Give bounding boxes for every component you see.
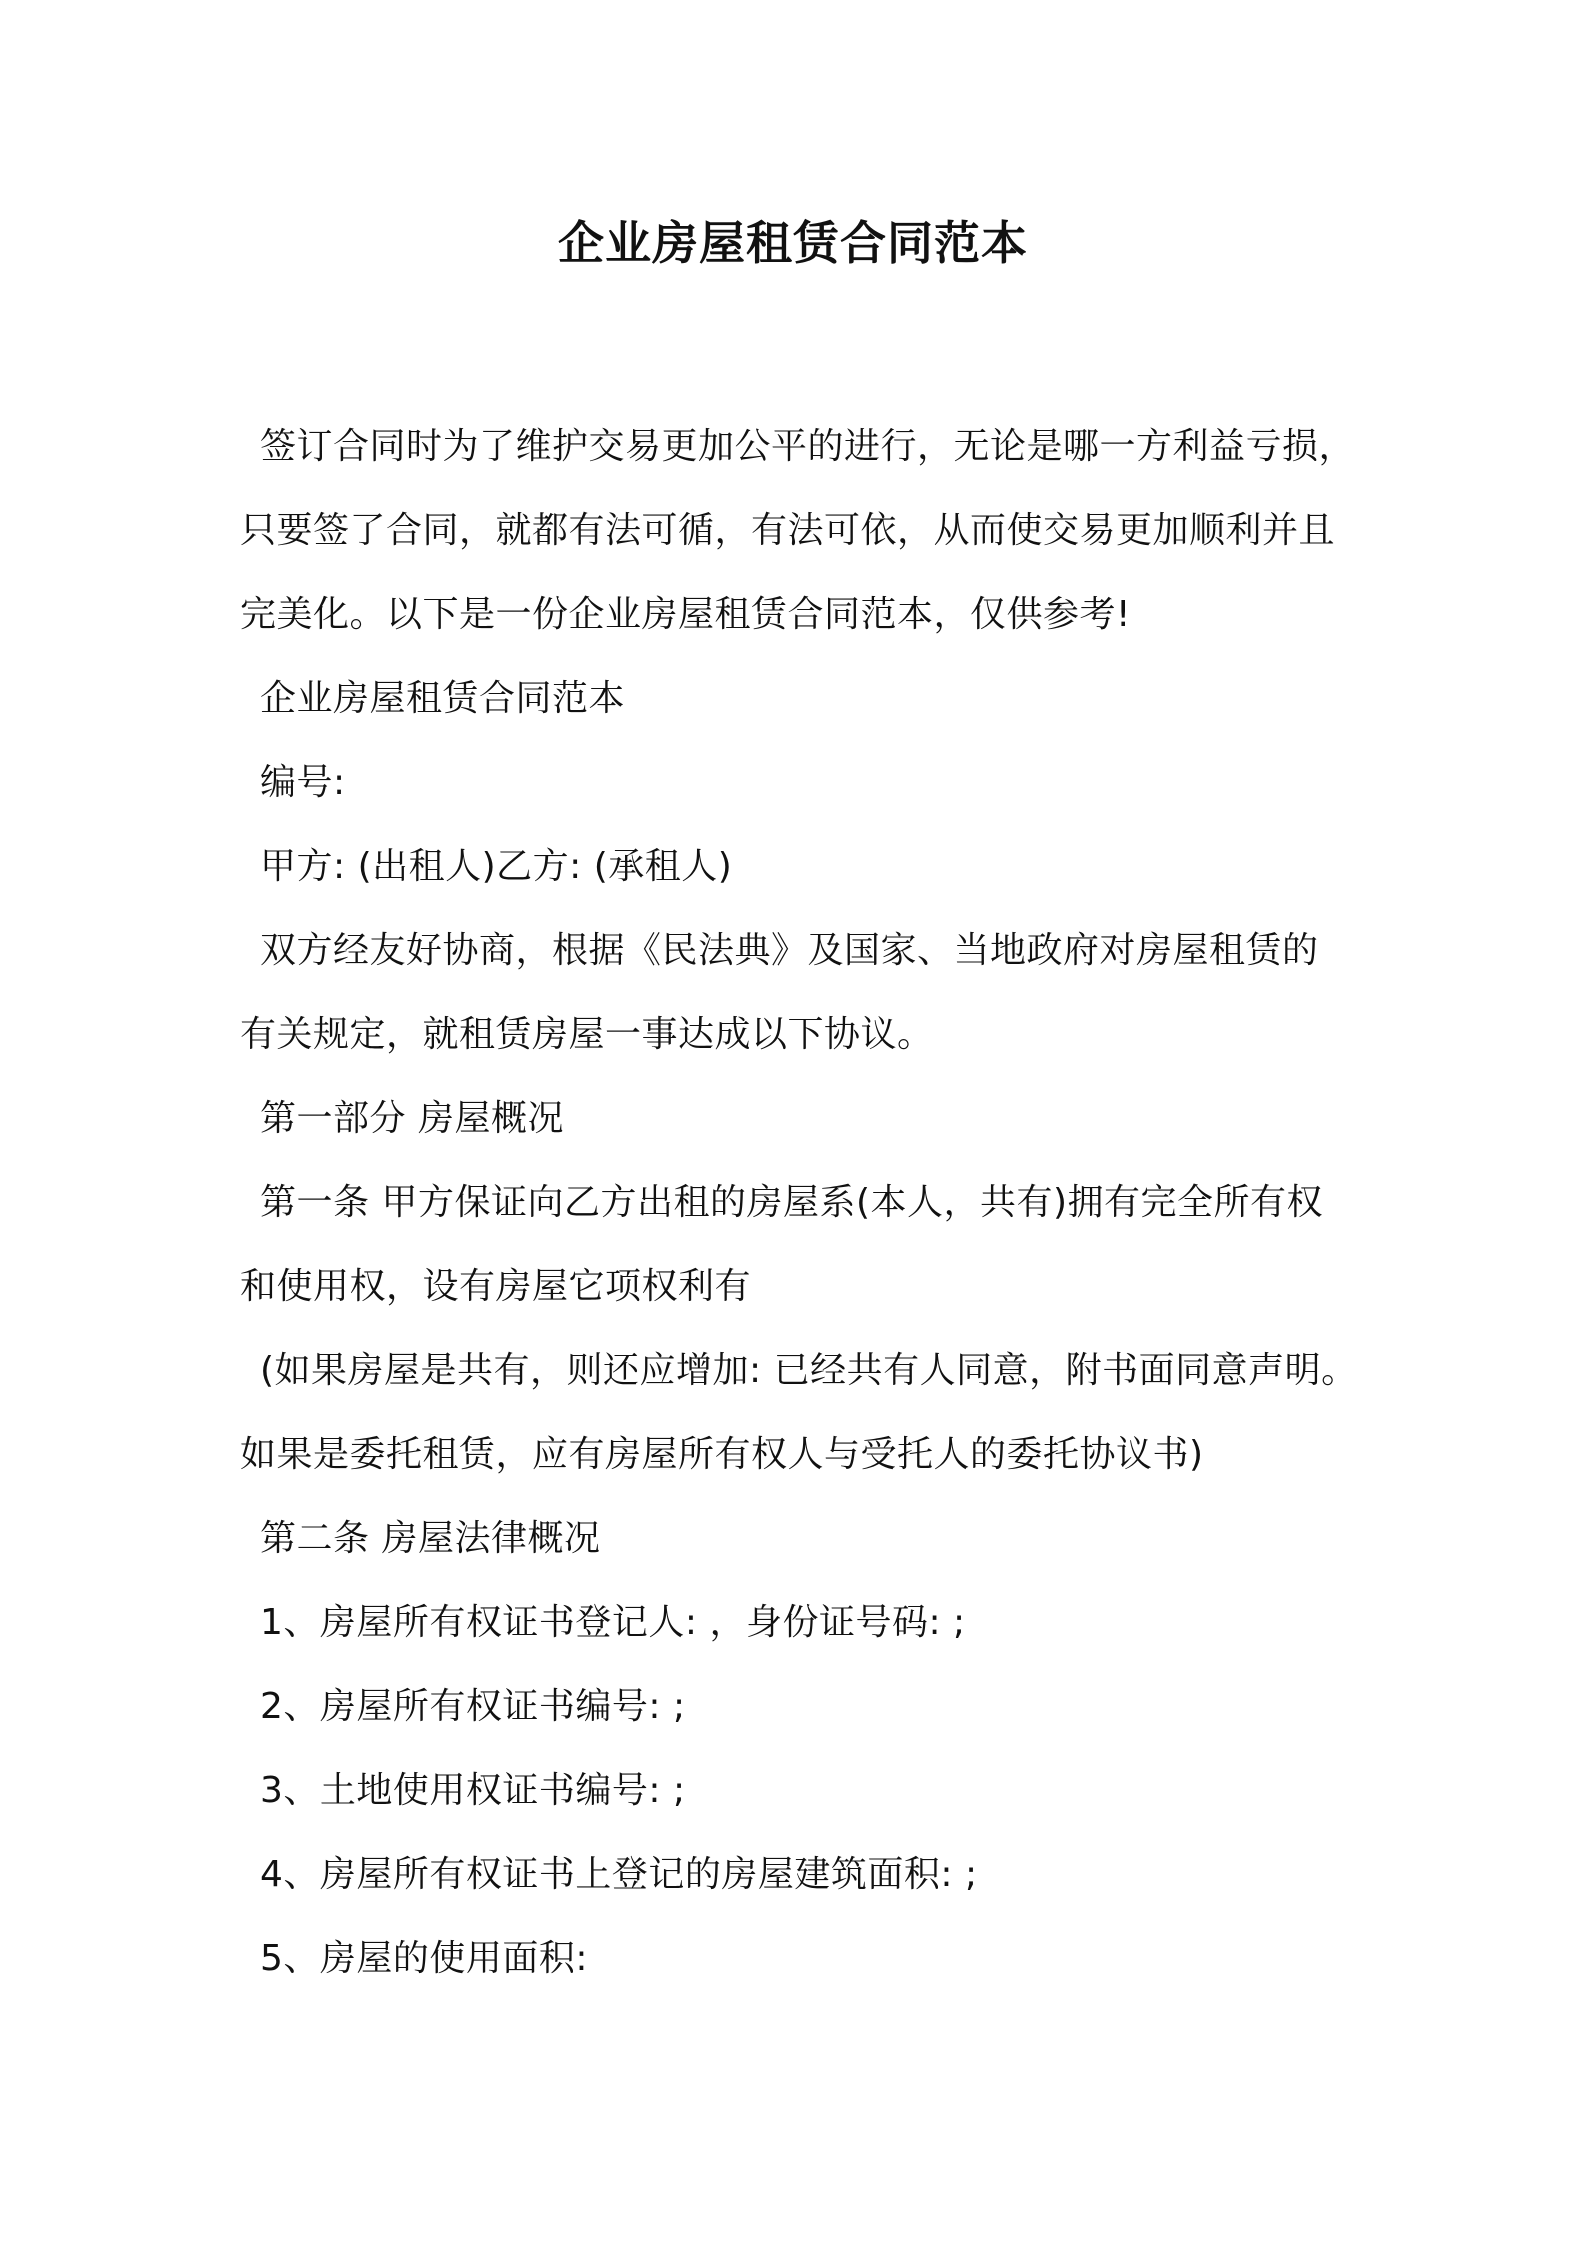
paragraph-line: 有关规定，就租赁房屋一事达成以下协议。 <box>240 1014 934 1055</box>
paragraph-line: 只要签了合同，就都有法可循，有法可依，从而使交易更加顺利并且 <box>240 510 1336 551</box>
list-item: 1、房屋所有权证书登记人: ，身份证号码: ; <box>260 1602 966 1643</box>
section-heading: 第一部分 房屋概况 <box>260 1098 564 1139</box>
contract-number-line: 编号: <box>260 762 346 803</box>
note-line: 如果是委托租赁，应有房屋所有权人与受托人的委托协议书) <box>240 1434 1204 1475</box>
article-line: 和使用权，设有房屋它项权利有 <box>240 1266 752 1307</box>
list-item: 5、房屋的使用面积: <box>260 1938 589 1979</box>
note-line: (如果房屋是共有，则还应增加: 已经共有人同意，附书面同意声明。 <box>260 1350 1358 1391</box>
list-item: 3、土地使用权证书编号: ; <box>260 1770 686 1811</box>
list-item: 2、房屋所有权证书编号: ; <box>260 1686 686 1727</box>
list-item: 4、房屋所有权证书上登记的房屋建筑面积: ; <box>260 1854 978 1895</box>
article-heading: 第二条 房屋法律概况 <box>260 1518 601 1559</box>
paragraph-line: 签订合同时为了维护交易更加公平的进行，无论是哪一方利益亏损， <box>260 426 1356 467</box>
document-body <box>240 405 1380 2001</box>
article-line: 第一条 甲方保证向乙方出租的房屋系(本人，共有)拥有完全所有权 <box>260 1182 1324 1223</box>
document-title: 企业房屋租赁合同范本 <box>558 216 1028 270</box>
subtitle-line: 企业房屋租赁合同范本 <box>260 678 626 719</box>
paragraph-line: 完美化。以下是一份企业房屋租赁合同范本，仅供参考! <box>240 594 1131 635</box>
parties-line: 甲方: (出租人)乙方: (承租人) <box>260 846 733 887</box>
paragraph-line: 双方经友好协商，根据《民法典》及国家、当地政府对房屋租赁的 <box>260 930 1319 971</box>
